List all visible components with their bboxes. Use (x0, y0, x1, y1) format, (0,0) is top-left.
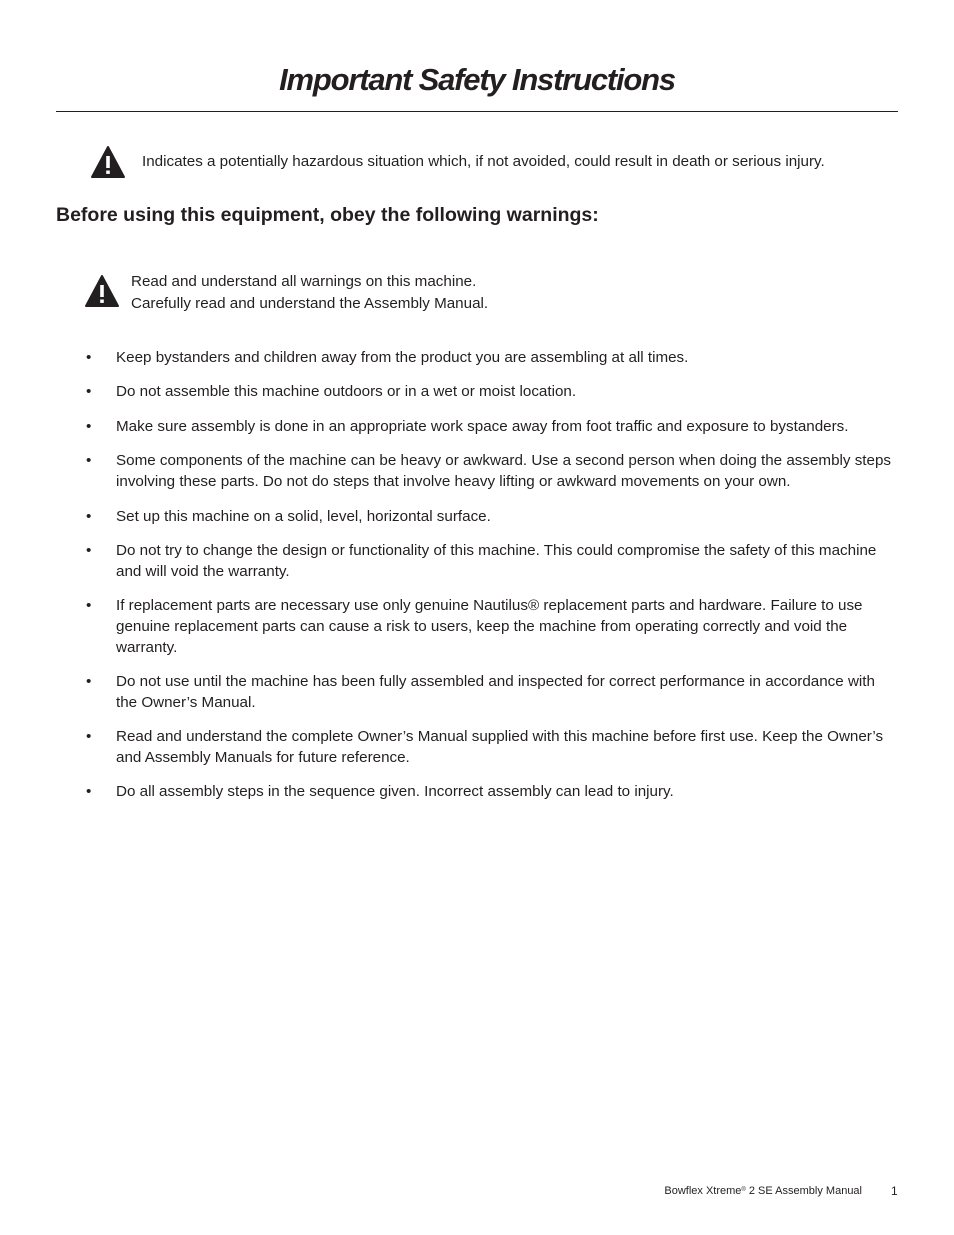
intro-warnings (131, 271, 488, 315)
section-heading: Before using this equipment, obey the following warnings: (56, 204, 599, 226)
warning-text: Some components of the machine can be heavy or awkward. Use a second person when doing the assembly steps involving these parts. Do not do steps that involve heavy lifting or awkward movements on your own. (116, 452, 891, 490)
bullet: • (86, 349, 92, 366)
bullet: • (86, 383, 92, 400)
bullet: • (86, 597, 92, 614)
footer-model: 2 SE Assembly Manual (745, 1185, 862, 1197)
warning-text: Do not try to change the design or functionality of this machine. This could compromise the safety of this machine and will void the warranty. (116, 542, 877, 580)
hazard-legend-text: Indicates a potentially hazardous situation which, if not avoided, could result in death or serious injury. (142, 153, 825, 170)
footer-brand: Bowflex Xtreme (664, 1185, 742, 1197)
bullet: • (86, 673, 92, 690)
bullet: • (86, 728, 92, 745)
warning-text: If replacement parts are necessary use only genuine Nautilus® replacement parts and hardware. Failure to use genuine replacement parts can cause a risk to users, keep the machine from operating correctly and void the warranty. (116, 597, 863, 656)
bullet: • (86, 452, 92, 469)
warning-triangle-icon (84, 274, 120, 308)
bullet: • (86, 542, 92, 559)
bullet: • (86, 508, 92, 525)
warning-triangle-icon (90, 145, 126, 179)
page-title: Important Safety Instructions (279, 62, 675, 97)
warning-text: Set up this machine on a solid, level, horizontal surface. (116, 508, 491, 525)
warning-text: Do not use until the machine has been fully assembled and inspected for correct performance in accordance with the Owner’s Manual. (116, 673, 875, 711)
registered-mark: ® (741, 1187, 746, 1193)
intro-warning-line: Read and understand all warnings on this machine. (131, 273, 477, 290)
warning-text: Make sure assembly is done in an appropriate work space away from foot traffic and exposure to bystanders. (116, 418, 849, 435)
footer-manual-title (664, 1185, 862, 1197)
title-divider (56, 111, 898, 112)
bullet: • (86, 783, 92, 800)
warning-text: Read and understand the complete Owner’s Manual supplied with this machine before first use. Keep the Owner’s and Assembly Manuals for future reference. (116, 728, 884, 766)
bullet: • (86, 418, 92, 435)
warning-text: Do not assemble this machine outdoors or in a wet or moist location. (116, 383, 577, 400)
intro-warning-line: Carefully read and understand the Assembly Manual. (131, 295, 489, 312)
warning-text: Keep bystanders and children away from the product you are assembling at all times. (116, 349, 689, 366)
warning-text: Do all assembly steps in the sequence given. Incorrect assembly can lead to injury. (116, 783, 674, 800)
page-number: 1 (891, 1184, 898, 1198)
